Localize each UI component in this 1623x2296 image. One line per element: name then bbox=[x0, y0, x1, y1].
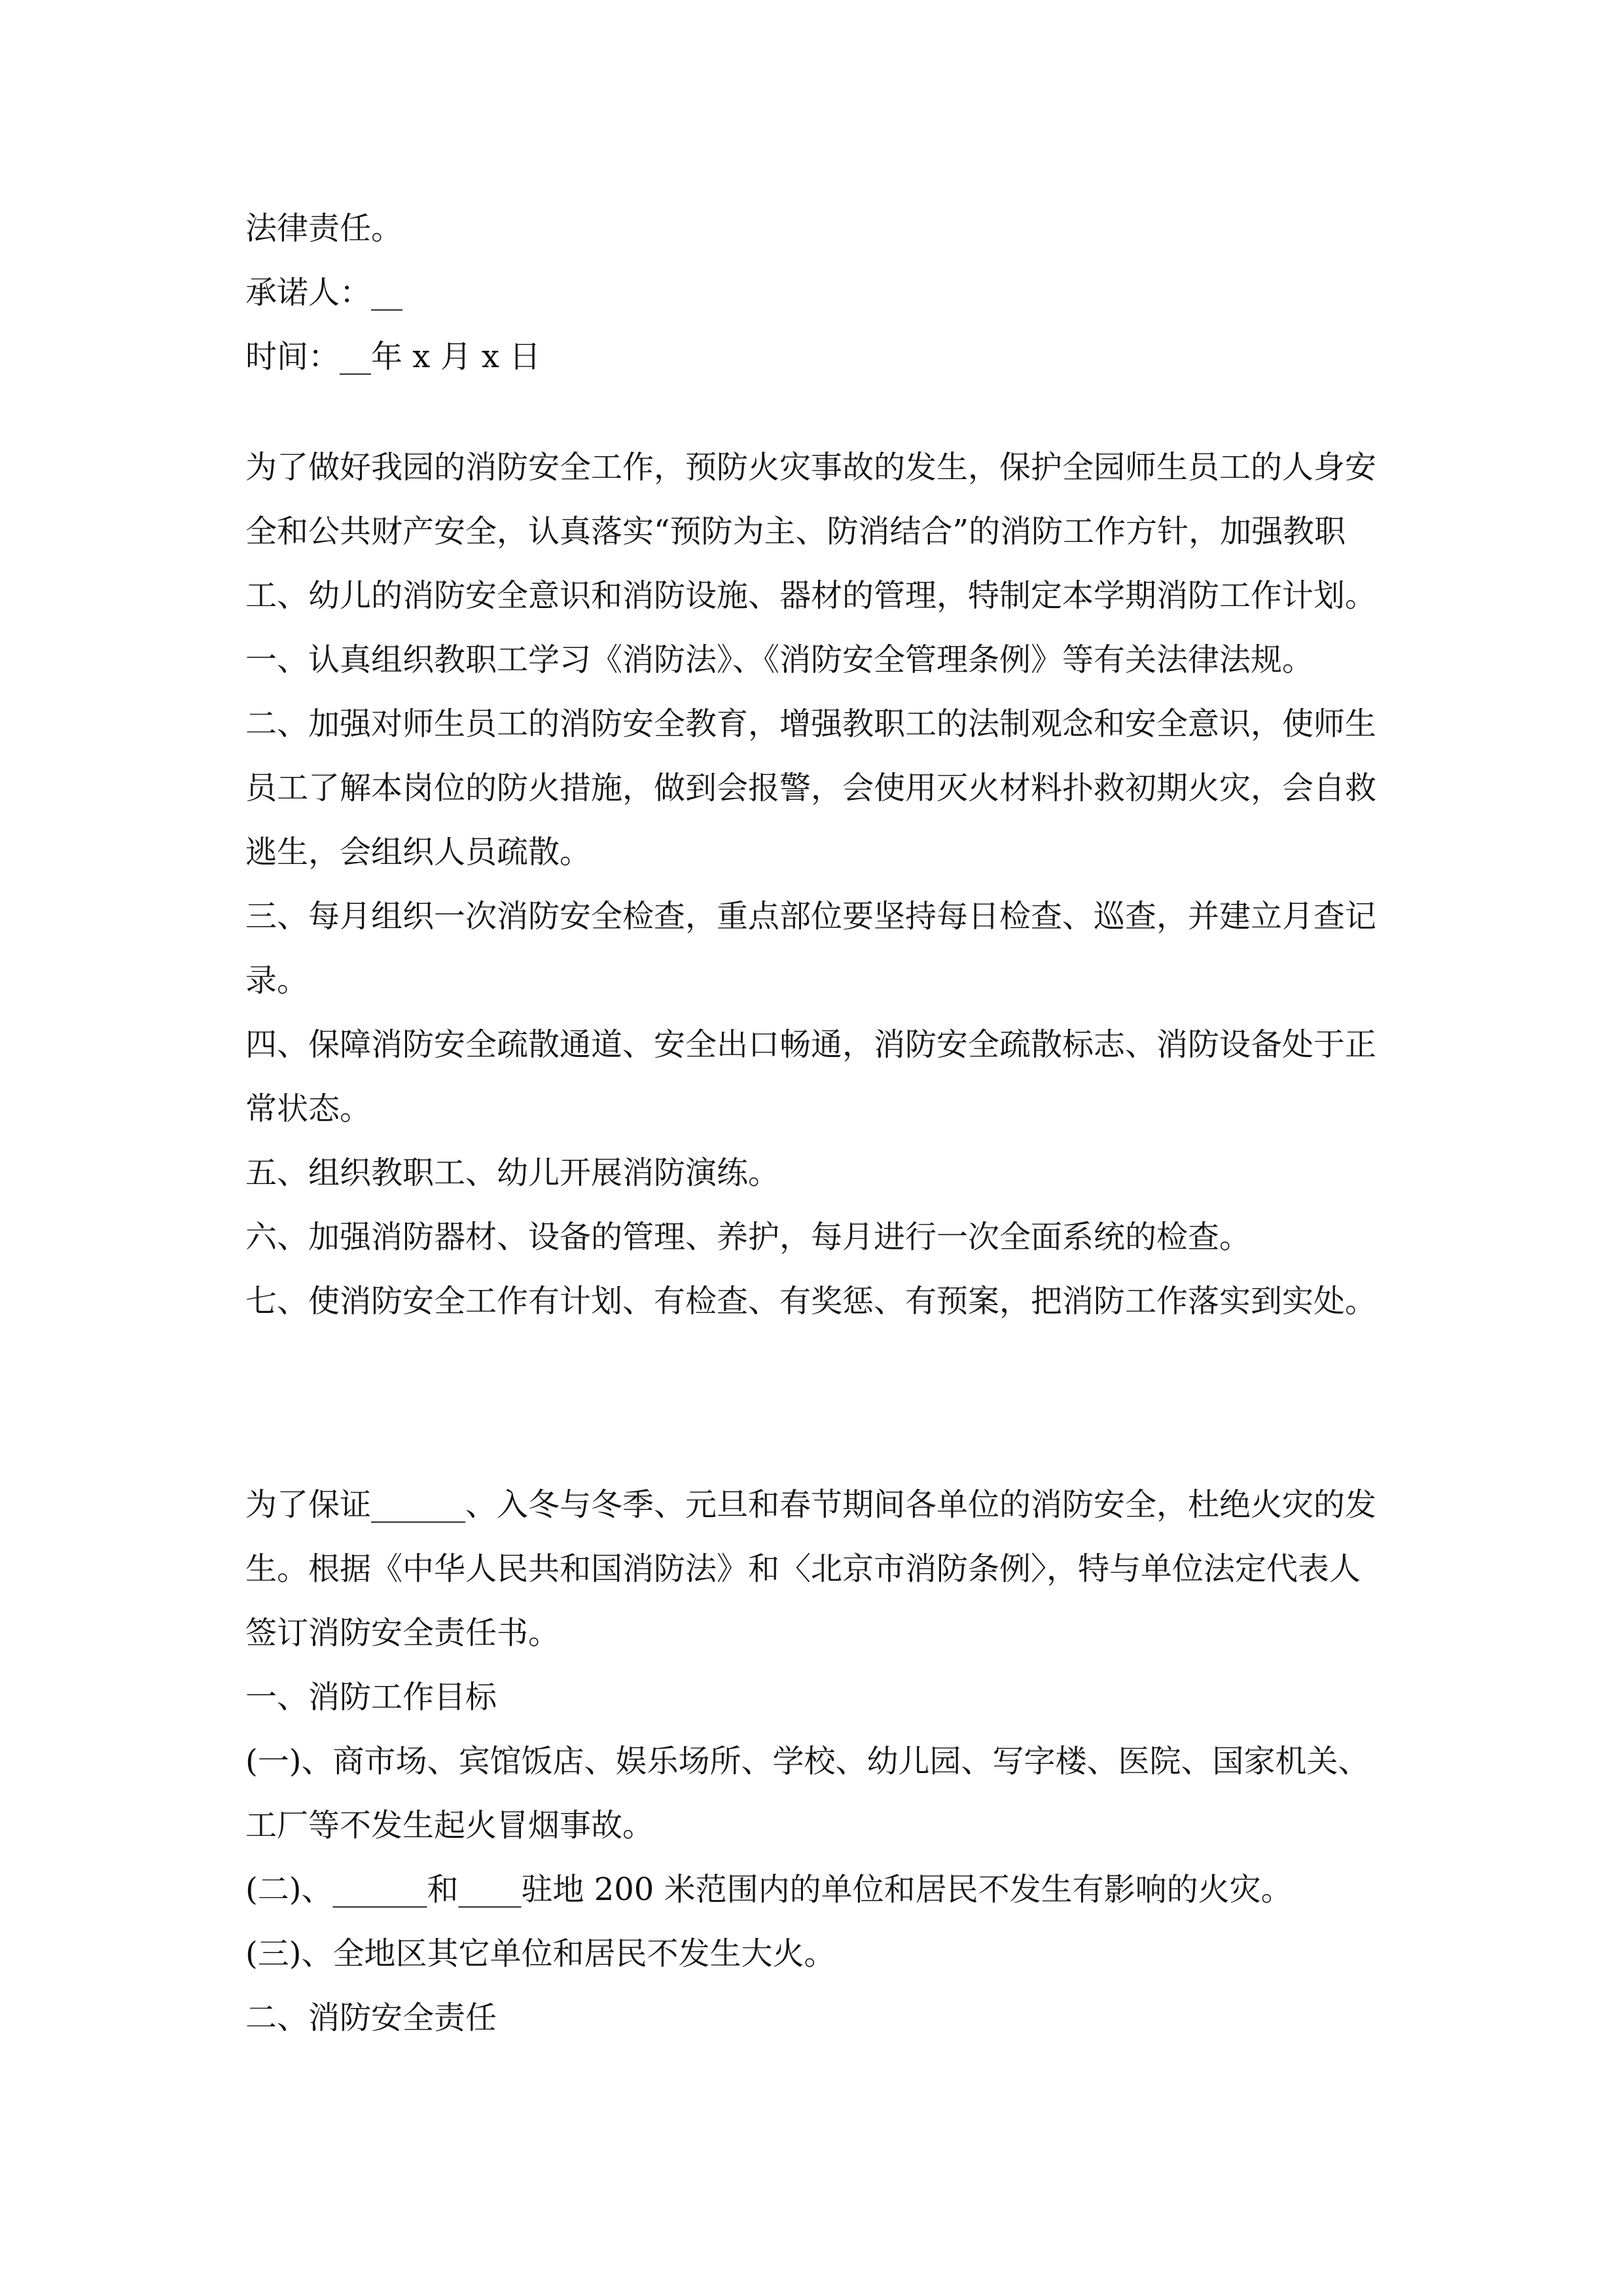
paragraph-plan-item-4: 四、保障消防安全疏散通道、安全出口畅通，消防安全疏散标志、消防设备处于正常状态。 bbox=[245, 1026, 1377, 1127]
paragraph-plan-item-6: 六、加强消防器材、设备的管理、养护，每月进行一次全面系统的检查。 bbox=[245, 1219, 1251, 1255]
paragraph-plan-item-5: 五、组织教职工、幼儿开展消防演练。 bbox=[245, 1155, 780, 1191]
paragraph-date: 时间：__年 x 月 x 日 bbox=[245, 338, 541, 375]
paragraph-letter-intro: 为了保证______、入冬与冬季、元旦和春节期间各单位的消防安全，杜绝火灾的发生。根据《中华人民共和国消防法》和〈北京市消防条例〉，特与单位法定代表人签订消防安全责任书。 bbox=[245, 1486, 1377, 1651]
paragraph-plan-item-1: 一、认真组织教职工学习《消防法》、《消防安全管理条例》等有关法律法规。 bbox=[245, 641, 1314, 678]
paragraph-plan-item-3: 三、每月组织一次消防安全检查，重点部位要坚持每日检查、巡查，并建立月查记录。 bbox=[245, 898, 1377, 999]
paragraph-plan-intro: 为了做好我园的消防安全工作，预防火灾事故的发生，保护全园师生员工的人身安全和公共财产安全，认真落实“预防为主、防消结合”的消防工作方针，加强教职工、幼儿的消防安全意识和消防设施、器材的管理，特制定本学期消防工作计划。 bbox=[245, 449, 1377, 614]
paragraph-plan-item-2: 二、加强对师生员工的消防安全教育，增强教职工的法制观念和安全意识，使师生员工了解本岗位的防火措施，做到会报警，会使用灭火材料扑救初期火灾，会自救逃生，会组织人员疏散。 bbox=[245, 706, 1377, 870]
paragraph-plan-item-7: 七、使消防安全工作有计划、有检查、有奖惩、有预案，把消防工作落实到实处。 bbox=[245, 1283, 1377, 1319]
heading-fire-safety-responsibility: 二、消防安全责任 bbox=[245, 2000, 497, 2036]
signature-section bbox=[245, 196, 1384, 389]
paragraph-goal-1: (一)、商市场、宾馆饭店、娱乐场所、学校、幼儿园、写字楼、医院、国家机关、工厂等不发生起火冒烟事故。 bbox=[245, 1743, 1370, 1844]
paragraph-legal-responsibility: 法律责任。 bbox=[245, 210, 403, 247]
paragraph-goal-3: (三)、全地区其它单位和居民不发生大火。 bbox=[245, 1935, 836, 1972]
paragraph-goal-2: (二)、______和____驻地 200 米范围内的单位和居民不发生有影响的火灾。 bbox=[245, 1871, 1293, 1908]
responsibility-letter-section bbox=[245, 1473, 1384, 2050]
heading-fire-work-goals: 一、消防工作目标 bbox=[245, 1679, 497, 1715]
paragraph-promiser: 承诺人：__ bbox=[245, 274, 403, 311]
fire-safety-plan-section bbox=[245, 435, 1384, 1333]
